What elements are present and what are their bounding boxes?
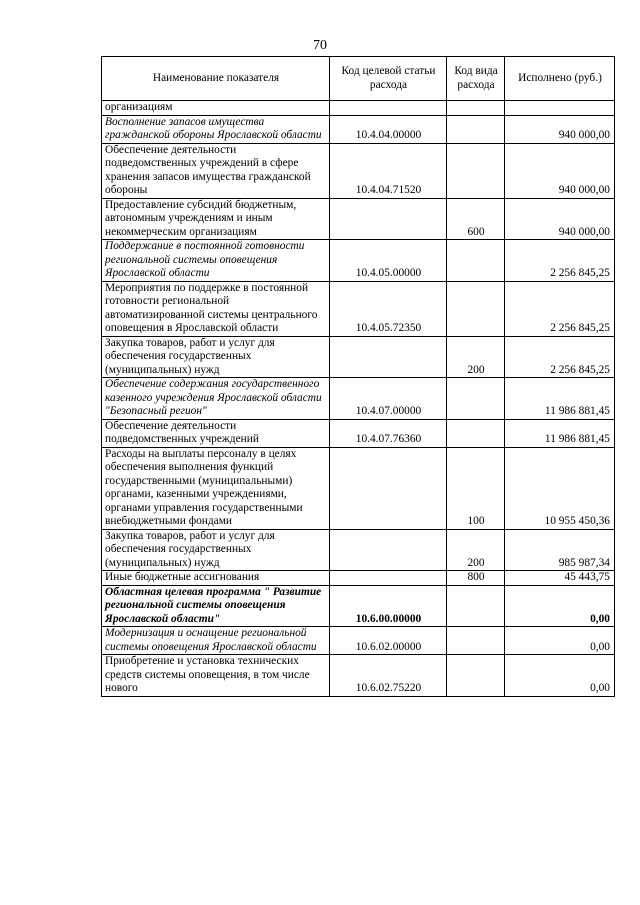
table-row xyxy=(102,378,615,420)
table-row xyxy=(102,529,615,571)
row-name: Иные бюджетные ассигнования xyxy=(102,571,330,586)
row-name: организациям xyxy=(102,101,330,116)
row-amount: 940 000,00 xyxy=(505,115,615,143)
row-code xyxy=(330,447,447,529)
row-name: Приобретение и установка технических средств системы оповещения, в том числе нового xyxy=(102,655,330,697)
row-type xyxy=(447,101,505,116)
row-name: Предоставление субсидий бюджетным, автономным учреждениям и иным некоммерческим организациям xyxy=(102,198,330,240)
row-name: Обеспечение деятельности подведомственных учреждений xyxy=(102,419,330,447)
row-name: Расходы на выплаты персоналу в целях обеспечения выполнения функций государственными (муниципальными) органами, казенными учреждениями, органами управления государственными внебюджетными фондами xyxy=(102,447,330,529)
row-type xyxy=(447,281,505,336)
table-row xyxy=(102,447,615,529)
row-type xyxy=(447,143,505,198)
row-name: Восполнение запасов имущества гражданской обороны Ярославской области xyxy=(102,115,330,143)
row-name: Поддержание в постоянной готовности региональной системы оповещения Ярославской области xyxy=(102,240,330,282)
table-row xyxy=(102,115,615,143)
table-row xyxy=(102,101,615,116)
row-amount: 2 256 845,25 xyxy=(505,336,615,378)
header-code: Код целевой статьи расхода xyxy=(330,57,447,101)
row-code: 10.4.07.00000 xyxy=(330,378,447,420)
row-code: 10.6.00.00000 xyxy=(330,585,447,627)
header-type: Код вида расхода xyxy=(447,57,505,101)
row-name: Обеспечение содержания государственного казенного учреждения Ярославской области "Безопасный регион" xyxy=(102,378,330,420)
row-amount: 0,00 xyxy=(505,585,615,627)
table-row xyxy=(102,627,615,655)
row-amount xyxy=(505,101,615,116)
row-amount: 985 987,34 xyxy=(505,529,615,571)
row-type xyxy=(447,115,505,143)
row-amount: 940 000,00 xyxy=(505,143,615,198)
row-name: Модернизация и оснащение региональной системы оповещения Ярославской области xyxy=(102,627,330,655)
row-amount: 45 443,75 xyxy=(505,571,615,586)
row-amount: 940 000,00 xyxy=(505,198,615,240)
header-amount: Исполнено (руб.) xyxy=(505,57,615,101)
row-amount: 11 986 881,45 xyxy=(505,378,615,420)
table-row xyxy=(102,240,615,282)
row-code: 10.6.02.00000 xyxy=(330,627,447,655)
row-amount: 0,00 xyxy=(505,655,615,697)
row-name: Областная целевая программа " Развитие региональной системы оповещения Ярославской области" xyxy=(102,585,330,627)
row-code: 10.4.07.76360 xyxy=(330,419,447,447)
table-row xyxy=(102,655,615,697)
table-row xyxy=(102,198,615,240)
row-type xyxy=(447,240,505,282)
row-code xyxy=(330,336,447,378)
row-code xyxy=(330,571,447,586)
header-name: Наименование показателя xyxy=(102,57,330,101)
row-code: 10.4.04.00000 xyxy=(330,115,447,143)
row-name: Закупка товаров, работ и услуг для обеспечения государственных (муниципальных) нужд xyxy=(102,336,330,378)
row-code xyxy=(330,101,447,116)
table-row xyxy=(102,281,615,336)
row-name: Обеспечение деятельности подведомственных учреждений в сфере хранения запасов имущества гражданской обороны xyxy=(102,143,330,198)
row-code xyxy=(330,198,447,240)
page-number: 70 xyxy=(313,38,327,53)
row-code: 10.4.05.00000 xyxy=(330,240,447,282)
row-type xyxy=(447,585,505,627)
table-row xyxy=(102,571,615,586)
row-code: 10.6.02.75220 xyxy=(330,655,447,697)
row-name: Мероприятия по поддержке в постоянной готовности региональной автоматизированной системы центрального оповещения в Ярославской области xyxy=(102,281,330,336)
row-amount: 11 986 881,45 xyxy=(505,419,615,447)
budget-table xyxy=(101,56,615,697)
row-type: 100 xyxy=(447,447,505,529)
table-row xyxy=(102,585,615,627)
table-row xyxy=(102,143,615,198)
row-amount: 2 256 845,25 xyxy=(505,281,615,336)
row-amount: 2 256 845,25 xyxy=(505,240,615,282)
row-code xyxy=(330,529,447,571)
row-amount: 0,00 xyxy=(505,627,615,655)
row-type: 200 xyxy=(447,529,505,571)
table-row xyxy=(102,419,615,447)
row-type xyxy=(447,419,505,447)
row-code: 10.4.04.71520 xyxy=(330,143,447,198)
row-name: Закупка товаров, работ и услуг для обеспечения государственных (муниципальных) нужд xyxy=(102,529,330,571)
row-type: 600 xyxy=(447,198,505,240)
row-type: 200 xyxy=(447,336,505,378)
row-type xyxy=(447,627,505,655)
row-type xyxy=(447,655,505,697)
row-type xyxy=(447,378,505,420)
row-type: 800 xyxy=(447,571,505,586)
row-amount: 10 955 450,36 xyxy=(505,447,615,529)
table-row xyxy=(102,336,615,378)
row-code: 10.4.05.72350 xyxy=(330,281,447,336)
table-header-row xyxy=(102,57,615,101)
